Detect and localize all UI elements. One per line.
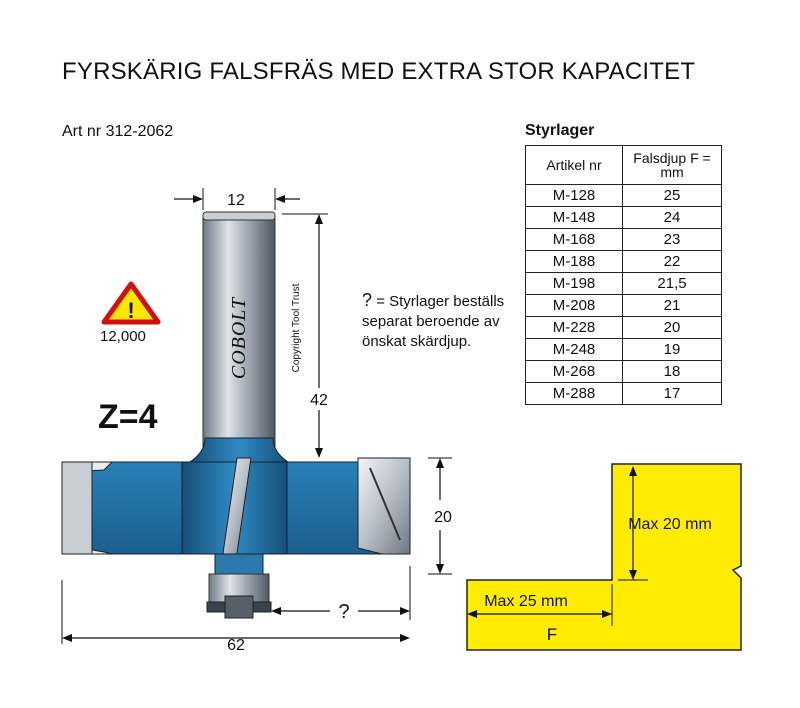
bearing: [207, 554, 271, 618]
shank: [203, 212, 275, 456]
max-depth-label: Max 20 mm: [628, 516, 712, 533]
article-cell: M-198: [526, 273, 623, 295]
table-title: Styrlager: [525, 122, 595, 139]
page-title: FYRSKÄRIG FALSFRÄS MED EXTRA STOR KAPACITET: [62, 58, 696, 85]
depth-cell: 19: [623, 339, 722, 361]
article-cell: M-228: [526, 317, 623, 339]
depth-cell: 20: [623, 317, 722, 339]
depth-cell: 23: [623, 229, 722, 251]
article-cell: M-208: [526, 295, 623, 317]
warning-icon: [104, 284, 158, 323]
article-number: Art nr 312-2062: [62, 123, 174, 140]
table-header-depth: Falsdjup F = mm: [623, 146, 722, 185]
teeth-count: Z=4: [98, 398, 158, 436]
note-text: = Styrlager beställs separat beroende av önskat skärdjup.: [362, 293, 505, 350]
dim-12-label: 12: [227, 192, 245, 209]
depth-cell: 25: [623, 185, 722, 207]
article-cell: M-268: [526, 361, 623, 383]
article-cell: M-168: [526, 229, 623, 251]
dim-42-label: 42: [310, 392, 328, 409]
depth-cell: 22: [623, 251, 722, 273]
article-cell: M-248: [526, 339, 623, 361]
depth-cell: 17: [623, 383, 722, 405]
depth-cell: 24: [623, 207, 722, 229]
article-cell: M-188: [526, 251, 623, 273]
dim-unknown-label: ?: [338, 601, 350, 623]
rebate-profile: [467, 464, 741, 650]
depth-cell: 18: [623, 361, 722, 383]
max-rpm-value: 12,000: [100, 328, 146, 345]
cutter-body: [62, 458, 410, 560]
warning-symbol: !: [127, 298, 135, 323]
article-cell: M-128: [526, 185, 623, 207]
copyright-text: Copyright Tool Trust: [291, 283, 302, 373]
dim-20-label: 20: [434, 509, 452, 526]
dim-62-label: 62: [227, 637, 245, 654]
table-header-article: Artikel nr: [526, 146, 623, 185]
dim-shank-length: [282, 214, 328, 458]
note-symbol: ?: [362, 290, 373, 310]
depth-cell: 21,5: [623, 273, 722, 295]
article-cell: M-148: [526, 207, 623, 229]
depth-cell: 21: [623, 295, 722, 317]
article-cell: M-288: [526, 383, 623, 405]
f-label: F: [546, 625, 558, 644]
max-width-label: Max 25 mm: [484, 593, 568, 610]
brand-label: COBOLT: [228, 296, 250, 380]
